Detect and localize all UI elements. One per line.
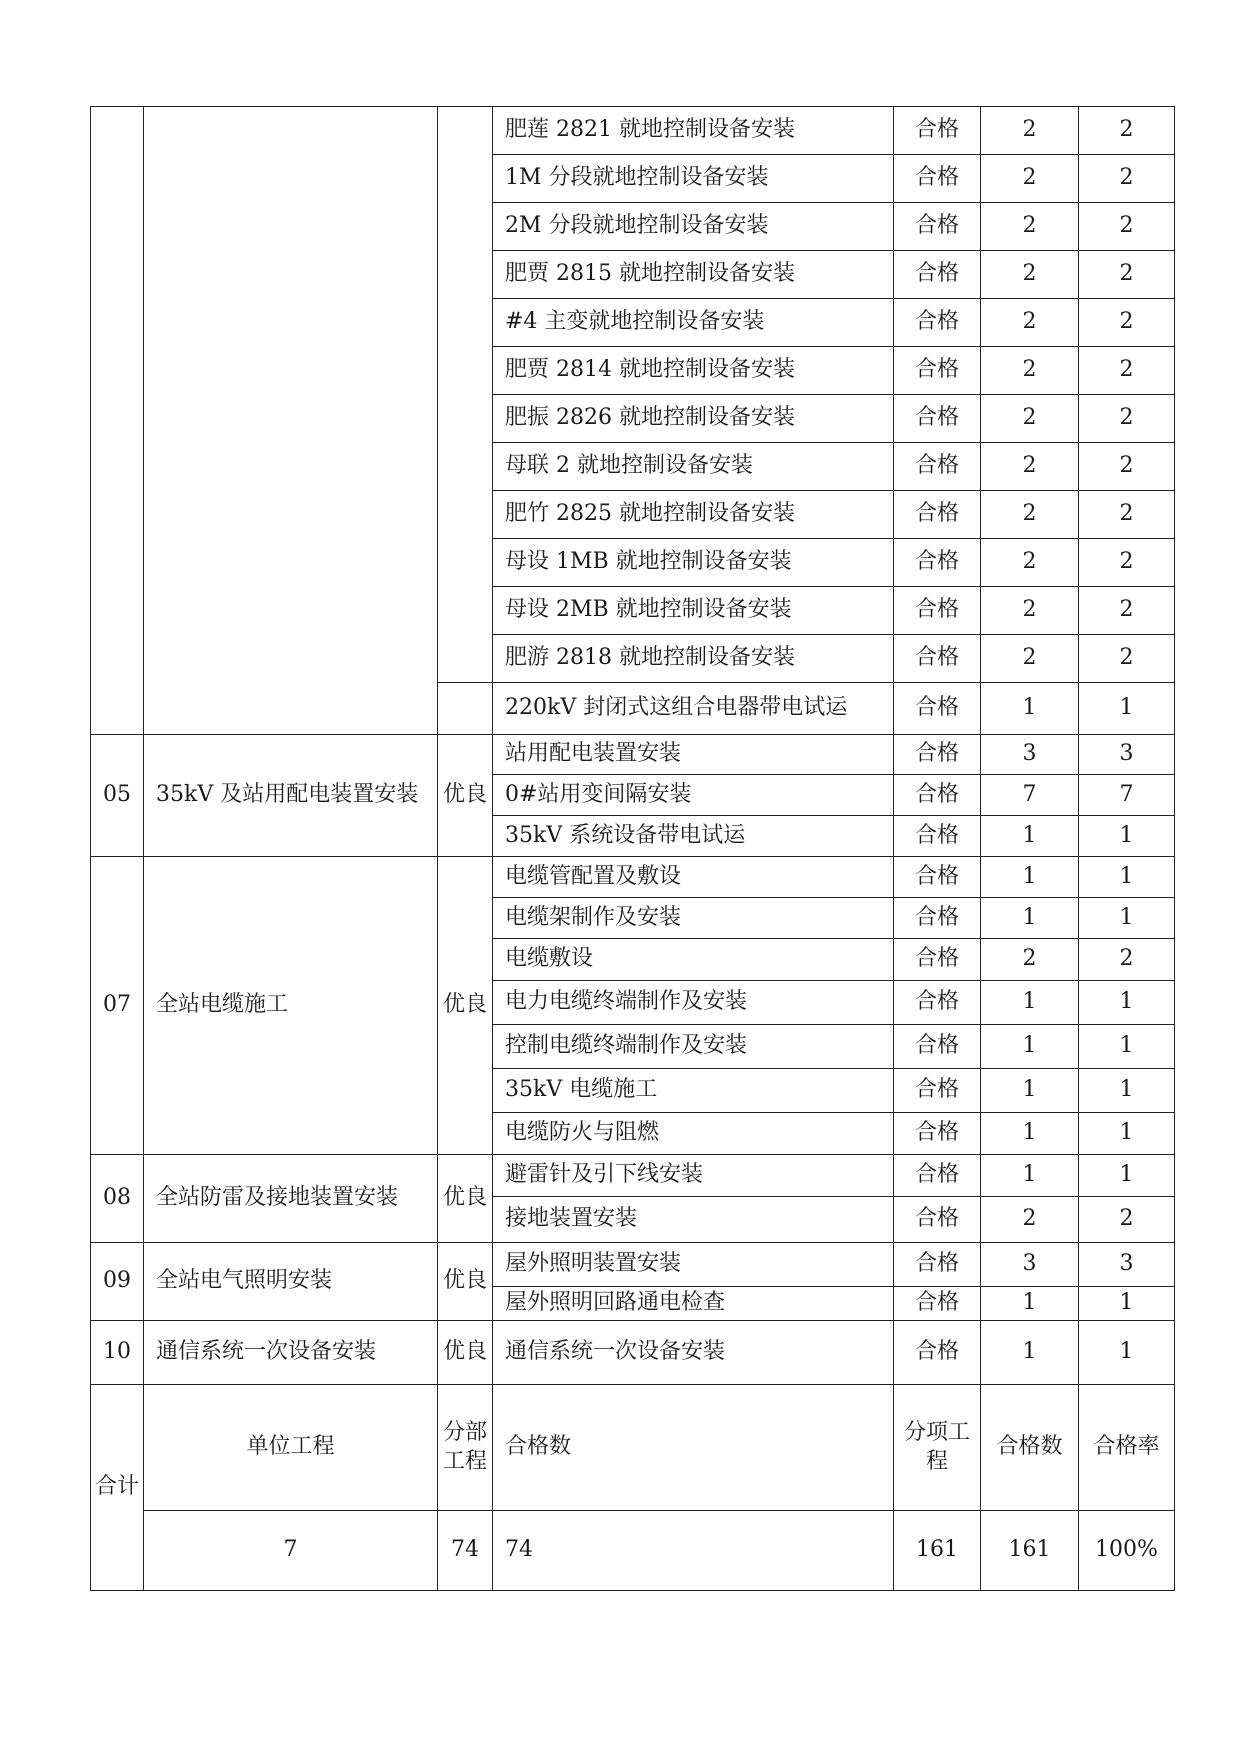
item-pass-count: 1 bbox=[1079, 816, 1175, 857]
group-name-cell bbox=[144, 107, 438, 735]
item-pass-count: 1 bbox=[1079, 683, 1175, 735]
item-pass-count: 1 bbox=[1079, 981, 1175, 1025]
table-row bbox=[91, 1155, 1175, 1197]
item-result: 合格 bbox=[894, 683, 981, 735]
item-result: 合格 bbox=[894, 1155, 981, 1197]
item-result: 合格 bbox=[894, 1197, 981, 1243]
item-result: 合格 bbox=[894, 1113, 981, 1155]
item-pass-count: 1 bbox=[1079, 1025, 1175, 1069]
item-result: 合格 bbox=[894, 1069, 981, 1113]
group-no: 07 bbox=[91, 857, 144, 1155]
item-count: 2 bbox=[981, 443, 1079, 491]
item-name: 接地装置安装 bbox=[493, 1197, 894, 1243]
item-name: 2M 分段就地控制设备安装 bbox=[493, 203, 894, 251]
item-pass-count: 2 bbox=[1079, 395, 1175, 443]
group-name: 35kV 及站用配电装置安装 bbox=[144, 735, 438, 857]
item-name: 通信系统一次设备安装 bbox=[493, 1321, 894, 1385]
group-grade: 优良 bbox=[438, 857, 493, 1155]
group-grade: 优良 bbox=[438, 1321, 493, 1385]
item-count: 1 bbox=[981, 816, 1079, 857]
item-count: 1 bbox=[981, 1069, 1079, 1113]
quality-summary-table bbox=[90, 106, 1175, 1591]
summary-value-rate: 100% bbox=[1079, 1511, 1175, 1591]
group-grade-cell bbox=[438, 683, 493, 735]
item-count: 2 bbox=[981, 251, 1079, 299]
item-count: 3 bbox=[981, 1243, 1079, 1287]
item-count: 7 bbox=[981, 775, 1079, 816]
summary-header-rate: 合格率 bbox=[1079, 1385, 1175, 1511]
summary-label: 合计 bbox=[91, 1385, 144, 1591]
item-result: 合格 bbox=[894, 347, 981, 395]
group-grade: 优良 bbox=[438, 1243, 493, 1321]
item-name: 电缆敷设 bbox=[493, 939, 894, 981]
item-name: 肥竹 2825 就地控制设备安装 bbox=[493, 491, 894, 539]
item-name: #4 主变就地控制设备安装 bbox=[493, 299, 894, 347]
group-no-cell bbox=[91, 107, 144, 735]
item-result: 合格 bbox=[894, 491, 981, 539]
item-result: 合格 bbox=[894, 635, 981, 683]
group-no: 10 bbox=[91, 1321, 144, 1385]
item-result: 合格 bbox=[894, 395, 981, 443]
item-pass-count: 2 bbox=[1079, 155, 1175, 203]
item-pass-count: 2 bbox=[1079, 107, 1175, 155]
item-pass-count: 2 bbox=[1079, 635, 1175, 683]
group-no: 05 bbox=[91, 735, 144, 857]
item-name: 母设 2MB 就地控制设备安装 bbox=[493, 587, 894, 635]
summary-value-pass-count: 74 bbox=[493, 1511, 894, 1591]
item-result: 合格 bbox=[894, 251, 981, 299]
table-row bbox=[91, 735, 1175, 775]
summary-value-pass-num: 161 bbox=[981, 1511, 1079, 1591]
summary-header-row bbox=[91, 1385, 1175, 1511]
item-count: 1 bbox=[981, 1025, 1079, 1069]
item-count: 1 bbox=[981, 1321, 1079, 1385]
item-count: 2 bbox=[981, 939, 1079, 981]
item-count: 1 bbox=[981, 683, 1079, 735]
item-name: 电缆架制作及安装 bbox=[493, 898, 894, 939]
item-result: 合格 bbox=[894, 816, 981, 857]
item-pass-count: 3 bbox=[1079, 735, 1175, 775]
item-name: 母联 2 就地控制设备安装 bbox=[493, 443, 894, 491]
group-name: 全站电缆施工 bbox=[144, 857, 438, 1155]
item-count: 2 bbox=[981, 635, 1079, 683]
item-count: 2 bbox=[981, 491, 1079, 539]
item-pass-count: 1 bbox=[1079, 1287, 1175, 1321]
summary-header-items: 分项工程 bbox=[894, 1385, 981, 1511]
item-result: 合格 bbox=[894, 1243, 981, 1287]
item-count: 1 bbox=[981, 981, 1079, 1025]
item-name: 220kV 封闭式这组合电器带电试运 bbox=[493, 683, 894, 735]
summary-value-unit: 7 bbox=[144, 1511, 438, 1591]
item-pass-count: 2 bbox=[1079, 939, 1175, 981]
item-name: 控制电缆终端制作及安装 bbox=[493, 1025, 894, 1069]
item-name: 避雷针及引下线安装 bbox=[493, 1155, 894, 1197]
item-result: 合格 bbox=[894, 587, 981, 635]
group-name: 全站防雷及接地装置安装 bbox=[144, 1155, 438, 1243]
item-name: 肥游 2818 就地控制设备安装 bbox=[493, 635, 894, 683]
item-count: 2 bbox=[981, 1197, 1079, 1243]
item-pass-count: 2 bbox=[1079, 251, 1175, 299]
group-no: 09 bbox=[91, 1243, 144, 1321]
table-row bbox=[91, 1243, 1175, 1287]
item-count: 1 bbox=[981, 857, 1079, 898]
group-name: 通信系统一次设备安装 bbox=[144, 1321, 438, 1385]
item-count: 2 bbox=[981, 107, 1079, 155]
item-name: 电缆防火与阻燃 bbox=[493, 1113, 894, 1155]
table-row bbox=[91, 1321, 1175, 1385]
item-count: 1 bbox=[981, 898, 1079, 939]
item-count: 1 bbox=[981, 1113, 1079, 1155]
summary-header-unit: 单位工程 bbox=[144, 1385, 438, 1511]
item-pass-count: 2 bbox=[1079, 491, 1175, 539]
group-grade: 优良 bbox=[438, 735, 493, 857]
item-name: 电缆管配置及敷设 bbox=[493, 857, 894, 898]
item-name: 35kV 电缆施工 bbox=[493, 1069, 894, 1113]
item-name: 35kV 系统设备带电试运 bbox=[493, 816, 894, 857]
item-result: 合格 bbox=[894, 539, 981, 587]
item-name: 电力电缆终端制作及安装 bbox=[493, 981, 894, 1025]
item-count: 2 bbox=[981, 347, 1079, 395]
table-row bbox=[91, 857, 1175, 898]
item-result: 合格 bbox=[894, 1025, 981, 1069]
item-count: 2 bbox=[981, 587, 1079, 635]
item-name: 屋外照明回路通电检查 bbox=[493, 1287, 894, 1321]
item-count: 1 bbox=[981, 1287, 1079, 1321]
item-result: 合格 bbox=[894, 203, 981, 251]
item-pass-count: 2 bbox=[1079, 299, 1175, 347]
item-pass-count: 1 bbox=[1079, 857, 1175, 898]
item-count: 2 bbox=[981, 395, 1079, 443]
item-name: 肥振 2826 就地控制设备安装 bbox=[493, 395, 894, 443]
item-result: 合格 bbox=[894, 735, 981, 775]
item-count: 2 bbox=[981, 299, 1079, 347]
item-count: 2 bbox=[981, 539, 1079, 587]
item-name: 肥贾 2815 就地控制设备安装 bbox=[493, 251, 894, 299]
item-count: 3 bbox=[981, 735, 1079, 775]
table-row bbox=[91, 107, 1175, 155]
item-name: 母设 1MB 就地控制设备安装 bbox=[493, 539, 894, 587]
item-result: 合格 bbox=[894, 443, 981, 491]
item-name: 屋外照明装置安装 bbox=[493, 1243, 894, 1287]
item-count: 2 bbox=[981, 203, 1079, 251]
item-pass-count: 7 bbox=[1079, 775, 1175, 816]
group-grade: 优良 bbox=[438, 1155, 493, 1243]
item-name: 站用配电装置安装 bbox=[493, 735, 894, 775]
summary-header-sub: 分部工程 bbox=[438, 1385, 493, 1511]
item-name: 肥贾 2814 就地控制设备安装 bbox=[493, 347, 894, 395]
item-pass-count: 2 bbox=[1079, 443, 1175, 491]
summary-header-pass-count: 合格数 bbox=[493, 1385, 894, 1511]
item-pass-count: 2 bbox=[1079, 539, 1175, 587]
group-grade-cell bbox=[438, 107, 493, 683]
item-pass-count: 2 bbox=[1079, 587, 1175, 635]
summary-value-sub: 74 bbox=[438, 1511, 493, 1591]
summary-value-items: 161 bbox=[894, 1511, 981, 1591]
item-name: 0#站用变间隔安装 bbox=[493, 775, 894, 816]
item-name: 肥莲 2821 就地控制设备安装 bbox=[493, 107, 894, 155]
item-result: 合格 bbox=[894, 299, 981, 347]
item-pass-count: 2 bbox=[1079, 1197, 1175, 1243]
item-count: 2 bbox=[981, 155, 1079, 203]
item-count: 1 bbox=[981, 1155, 1079, 1197]
item-pass-count: 1 bbox=[1079, 1321, 1175, 1385]
item-result: 合格 bbox=[894, 1321, 981, 1385]
item-pass-count: 1 bbox=[1079, 1069, 1175, 1113]
item-pass-count: 1 bbox=[1079, 898, 1175, 939]
item-pass-count: 2 bbox=[1079, 203, 1175, 251]
item-name: 1M 分段就地控制设备安装 bbox=[493, 155, 894, 203]
item-result: 合格 bbox=[894, 107, 981, 155]
summary-header-pass-num: 合格数 bbox=[981, 1385, 1079, 1511]
item-result: 合格 bbox=[894, 857, 981, 898]
item-pass-count: 1 bbox=[1079, 1113, 1175, 1155]
item-result: 合格 bbox=[894, 1287, 981, 1321]
item-pass-count: 3 bbox=[1079, 1243, 1175, 1287]
item-pass-count: 1 bbox=[1079, 1155, 1175, 1197]
item-result: 合格 bbox=[894, 775, 981, 816]
item-pass-count: 2 bbox=[1079, 347, 1175, 395]
group-no: 08 bbox=[91, 1155, 144, 1243]
item-result: 合格 bbox=[894, 155, 981, 203]
item-result: 合格 bbox=[894, 898, 981, 939]
group-name: 全站电气照明安装 bbox=[144, 1243, 438, 1321]
item-result: 合格 bbox=[894, 939, 981, 981]
summary-value-row bbox=[91, 1511, 1175, 1591]
item-result: 合格 bbox=[894, 981, 981, 1025]
